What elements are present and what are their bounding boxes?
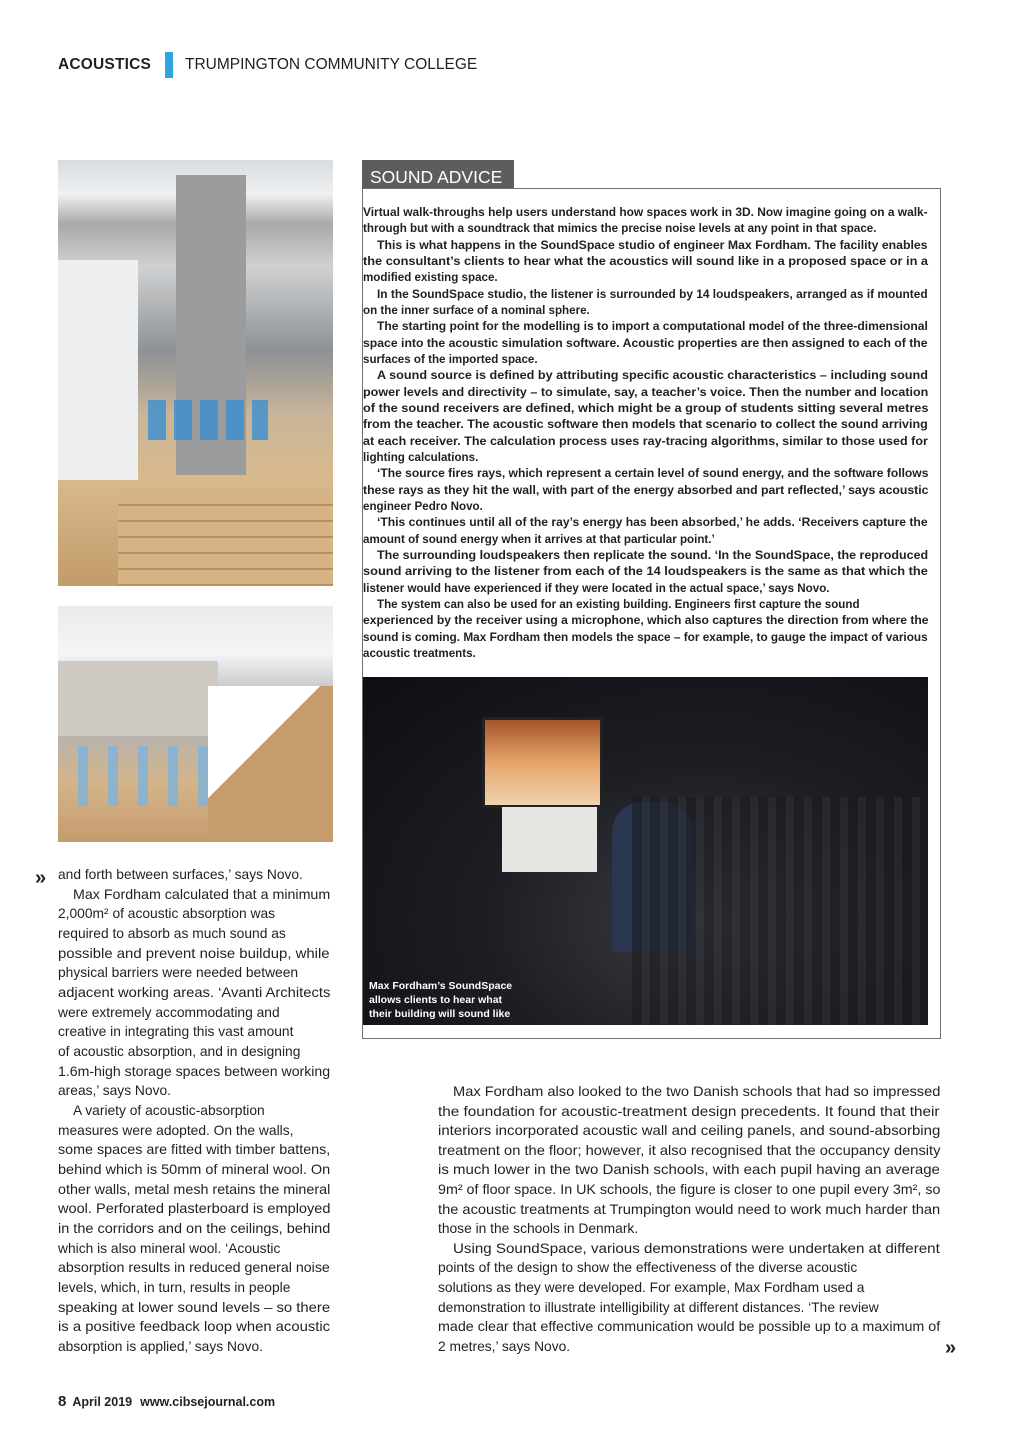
text-line: Max Fordham also looked to the two Danish schools that had so impressed [453,1084,941,1099]
text-line: of the sound receivers are defined, which might be a group of students sitting several metres [363,401,929,415]
text-line: at each receiver. The calculation process uses ray-tracing algorithms, similar to those used for [363,434,928,448]
text-line: lighting calculations. [363,450,479,464]
text-line: absorption is applied,’ says Novo. [58,1339,264,1355]
text-line: experienced by the receiver using a microphone, which also captures the direction from where the [363,614,929,628]
article-title: TRUMPINGTON COMMUNITY COLLEGE [185,56,478,73]
atrium-stairs-photo [58,160,333,586]
text-line: were extremely accommodating and [58,1004,280,1020]
text-line: The surrounding loudspeakers then replicate the sound. ‘In the SoundSpace, the reproduced [377,548,929,562]
text-line: the foundation for acoustic-treatment design precedents. It found that their [438,1103,940,1119]
text-line: modified existing space. [363,271,498,285]
issue-date: April 2019 [72,1395,133,1409]
text-line: some spaces are fitted with timber battens, [58,1142,331,1158]
text-line: from the teacher. The acoustic software then models that scenario to collect the sound arriving [363,418,928,432]
text-line: 2,000m² of acoustic absorption was [58,906,276,922]
text-line: levels, which, in turn, results in people [58,1280,291,1296]
text-line: 2 metres,’ says Novo. [438,1338,571,1354]
text-line: through but with a soundtrack that mimics the precise noise levels at any point in that space. [363,222,877,236]
text-line: interiors incorporated acoustic wall and ceiling panels, and sound-absorbing [438,1123,941,1139]
text-line: required to absorb as much sound as [58,926,286,941]
continued-next-icon: » [945,1337,957,1359]
text-line: the consultant’s clients to hear what the acoustics will sound like in a proposed space or in a [363,254,929,268]
text-line: these rays as they hit the wall, with part of the energy absorbed and part reflected,’ says acoustic [363,483,929,497]
text-line: is much lower in the two Danish schools, with each pupil having an average [438,1162,940,1178]
section-label: ACOUSTICS [58,56,152,73]
text-line: In the SoundSpace studio, the listener is surrounded by 14 loudspeakers, arranged as if mounted [377,287,928,301]
text-line: solutions as they were developed. For example, Max Fordham used a [438,1280,865,1295]
text-line: the acoustic treatments at Trumpington would need to work much harder than [438,1201,941,1217]
text-line: amount of sound energy when it arrives at that particular point.’ [363,532,715,546]
text-line: The system can also be used for an existing building. Engineers first capture the sound [377,597,860,611]
text-line: 9m² of floor space. In UK schools, the figure is closer to one pupil every 3m², so [438,1182,941,1197]
caption-line: their building will sound like [369,1008,511,1020]
text-line: ‘This continues until all of the ray’s energy has been absorbed,’ he adds. ‘Receivers capture the [377,516,928,530]
text-line: surfaces of the imported space. [363,352,538,366]
text-line: A sound source is defined by attributing specific acoustic characteristics – including sound [377,369,928,383]
text-line: sound is coming. Max Fordham then models the space – for example, to gauge the impact of various [363,630,928,644]
caption-line: Max Fordham’s SoundSpace [369,980,513,992]
text-line: 1.6m-high storage spaces between working [58,1063,331,1079]
text-line: other walls, metal mesh retains the mineral [58,1181,331,1197]
text-line: This is what happens in the SoundSpace studio of engineer Max Fordham. The facility enables [377,238,928,252]
text-line: physical barriers were needed between [58,965,299,981]
text-line: Max Fordham calculated that a minimum [73,886,331,902]
atrium-students-photo [58,606,333,842]
text-line: absorption results in reduced general noise [58,1260,330,1276]
footer [58,1393,275,1410]
text-line: made clear that effective communication would be possible up to a maximum of [438,1319,941,1335]
text-line: sound arriving to the listener from each of the 14 loudspeakers is the same as that which the [363,565,928,579]
text-line: of acoustic absorption, and in designing [58,1044,301,1060]
text-line: possible and prevent noise buildup, while [58,945,330,961]
text-line: treatment on the floor; however, it also recognised that the occupancy density [438,1142,941,1158]
text-line: areas,’ says Novo. [58,1083,171,1099]
text-line: in the corridors and on the ceilings, behind [58,1221,331,1237]
header-accent-bar [165,52,173,78]
text-line: engineer Pedro Novo. [363,499,483,513]
caption-line: allows clients to hear what [369,994,503,1006]
text-line: listener would have experienced if they were located in the actual space,’ says Novo. [363,581,830,595]
text-line: points of the design to show the effectiveness of the diverse acoustic [438,1260,858,1276]
continued-from-icon: » [35,867,47,889]
sidebar-title: SOUND ADVICE [362,160,514,188]
text-line: adjacent working areas. ‘Avanti Architects [58,985,331,1001]
text-line: which is also mineral wool. ‘Acoustic [58,1240,281,1256]
text-line: creative in integrating this vast amount [58,1024,294,1040]
website-link[interactable]: www.cibsejournal.com [140,1395,276,1409]
text-line: Using SoundSpace, various demonstrations were undertaken at different [453,1240,940,1256]
text-line: demonstration to illustrate intelligibility at different distances. ‘The review [438,1299,879,1315]
text-line: ‘The source fires rays, which represent a certain level of sound energy, and the software follows [377,467,929,481]
text-line: is a positive feedback loop when acoustic [58,1319,331,1335]
text-line: A variety of acoustic-absorption [73,1103,265,1119]
text-line: wool. Perforated plasterboard is employed [58,1201,331,1217]
page-number: 8 [58,1393,67,1410]
text-line: The starting point for the modelling is to import a computational model of the three-dimensional [377,320,928,334]
text-line: those in the schools in Denmark. [438,1221,639,1237]
text-line: speaking at lower sound levels – so there [58,1299,331,1315]
text-line: on the inner surface of a nominal sphere. [363,303,590,317]
text-line: measures were adopted. On the walls, [58,1122,294,1138]
text-line: space into the acoustic simulation software. Acoustic properties are then assigned to each of the [363,336,928,350]
text-line: acoustic treatments. [363,646,476,660]
text-line: Virtual walk-throughs help users understand how spaces work in 3D. Now imagine going on a walk- [363,206,928,219]
text-line: behind which is 50mm of mineral wool. On [58,1162,331,1178]
text-line: and forth between surfaces,’ says Novo. [58,867,303,882]
text-line: power levels and directivity – to simulate, say, a teacher’s voice. Then the number and location [363,385,929,399]
